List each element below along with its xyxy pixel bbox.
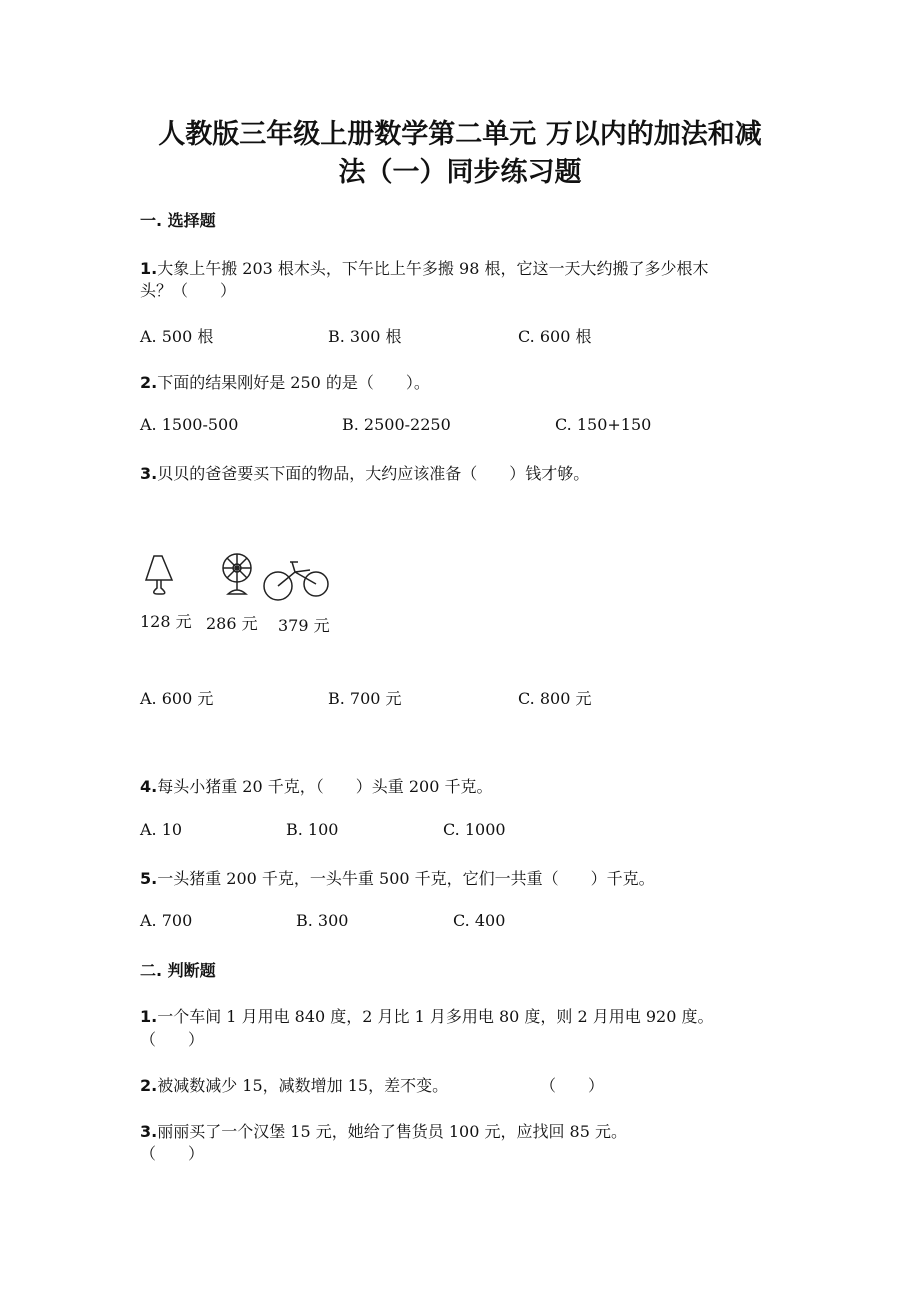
- option-b: B. 300: [296, 911, 349, 930]
- option-b: B. 300 根: [328, 327, 402, 346]
- option-a: A. 1500-500: [140, 415, 239, 434]
- section-heading-choice: 一. 选择题: [140, 211, 216, 230]
- bicycle-price: 379 元: [278, 616, 330, 635]
- lamp-icon: [146, 556, 172, 594]
- option-b: B. 700 元: [328, 689, 402, 708]
- option-c: C. 1000: [443, 820, 506, 839]
- option-c: C. 400: [453, 911, 506, 930]
- option-c: C. 800 元: [518, 689, 592, 708]
- question-1-cont: 头？（ ）: [140, 281, 237, 300]
- question-1: 1.大象上午搬 203 根木头，下午比上午多搬 98 根，它这一天大约搬了多少根木: [140, 259, 709, 278]
- title-line-1: 人教版三年级上册数学第二单元 万以内的加法和减: [158, 119, 762, 150]
- option-a: A. 700: [140, 911, 193, 930]
- judgement-2-paren: （ ）: [540, 1076, 605, 1095]
- question-2: 2.下面的结果刚好是 250 的是（ ）。: [140, 373, 430, 392]
- lamp-price: 128 元: [140, 612, 192, 631]
- bicycle-icon: [264, 562, 328, 600]
- items-illustration: [140, 550, 340, 610]
- option-a: A. 500 根: [140, 327, 214, 346]
- option-c: C. 600 根: [518, 327, 592, 346]
- question-5: 5.一头猪重 200 千克，一头牛重 500 千克，它们一共重（ ）千克。: [140, 869, 655, 888]
- question-3: 3.贝贝的爸爸要买下面的物品，大约应该准备（ ）钱才够。: [140, 464, 590, 483]
- fan-price: 286 元: [206, 614, 258, 633]
- option-c: C. 150+150: [555, 415, 652, 434]
- option-a: A. 10: [140, 820, 183, 839]
- judgement-1-paren: （ ）: [140, 1030, 205, 1049]
- judgement-1: 1.一个车间 1 月用电 840 度，2 月比 1 月多用电 80 度，则 2 月用电 920 度。: [140, 1007, 714, 1026]
- option-b: B. 100: [286, 820, 339, 839]
- judgement-3-paren: （ ）: [140, 1144, 205, 1163]
- option-b: B. 2500-2250: [342, 415, 451, 434]
- judgement-3: 3.丽丽买了一个汉堡 15 元，她给了售货员 100 元，应找回 85 元。: [140, 1122, 627, 1141]
- judgement-2: 2.被减数减少 15，减数增加 15，差不变。: [140, 1076, 449, 1095]
- title-line-2: 法（一）同步练习题: [338, 157, 582, 188]
- section-heading-judgement: 二. 判断题: [140, 961, 216, 980]
- option-a: A. 600 元: [140, 689, 214, 708]
- question-4: 4.每头小猪重 20 千克，（ ）头重 200 千克。: [140, 777, 493, 796]
- fan-icon: [223, 554, 251, 594]
